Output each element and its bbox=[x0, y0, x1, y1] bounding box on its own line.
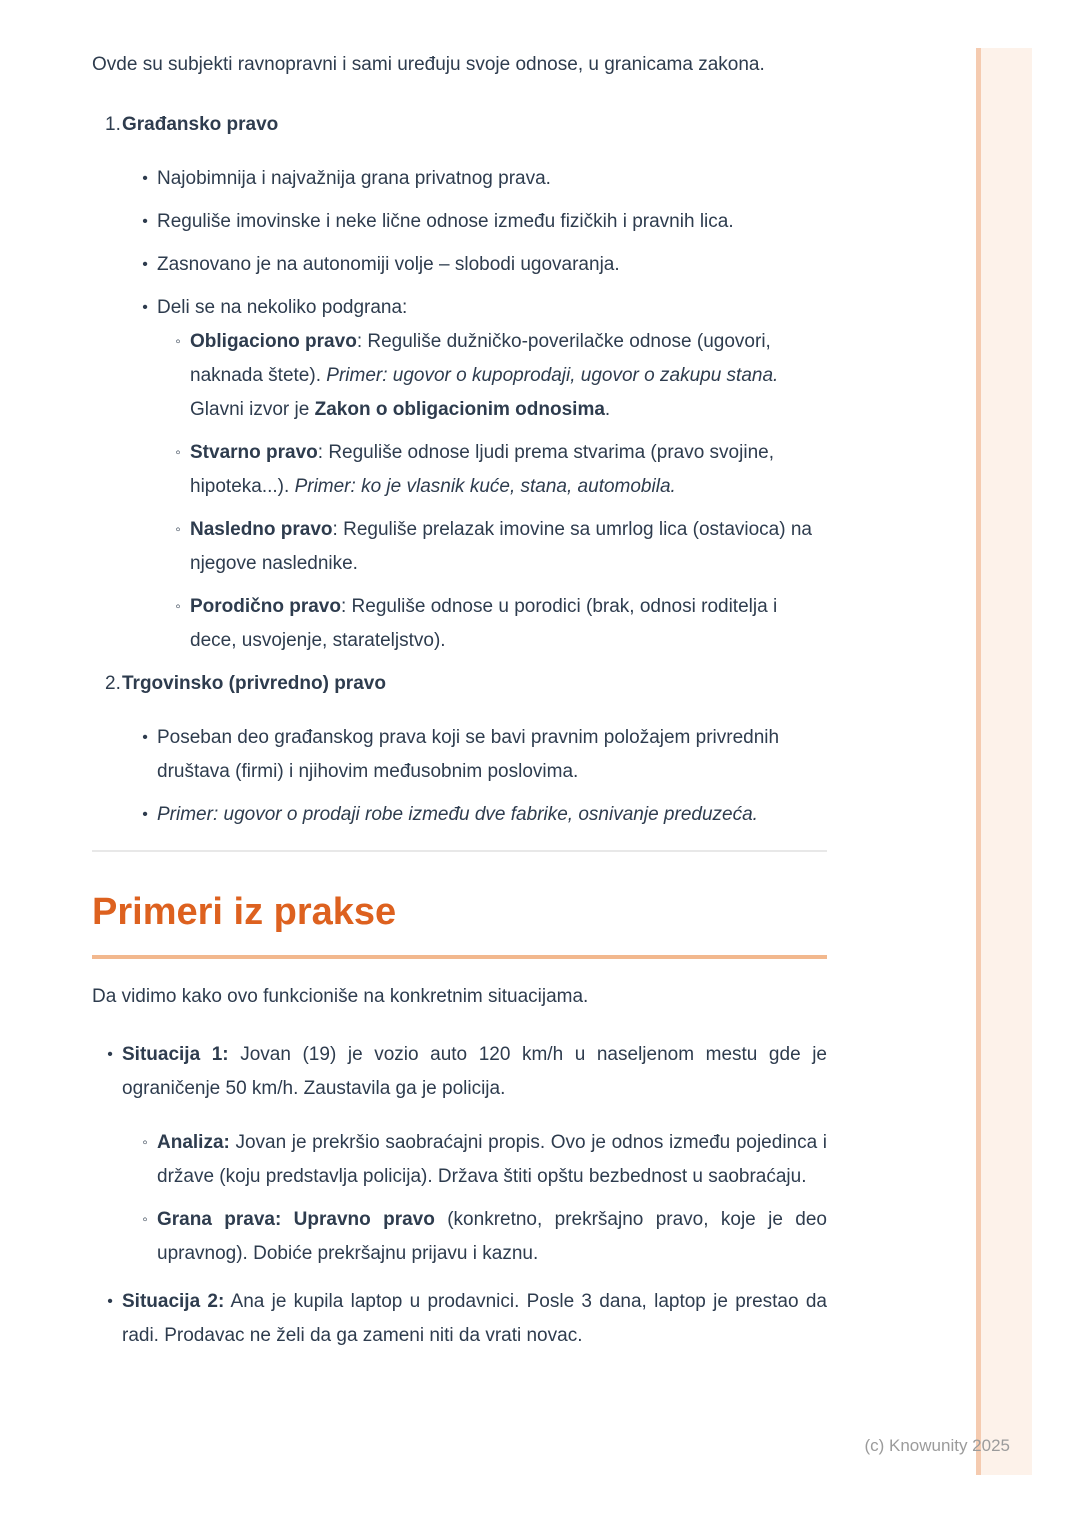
practice-heading: Primeri iz prakse bbox=[92, 891, 397, 933]
list-item bbox=[142, 1126, 827, 1194]
list-item bbox=[142, 721, 827, 789]
section-number: 1. bbox=[105, 114, 121, 135]
practice-lead: Da vidimo kako ovo funkcioniše na konkretnim situacijama. bbox=[92, 986, 589, 1007]
situation-list bbox=[92, 1038, 827, 1353]
list-item bbox=[142, 248, 827, 282]
list-item-text bbox=[190, 596, 777, 651]
list-item-text bbox=[157, 727, 779, 782]
bullet-icon: • bbox=[107, 1293, 113, 1310]
circle-bullet-icon: ◦ bbox=[175, 333, 181, 350]
list-item bbox=[175, 590, 827, 658]
list-item bbox=[175, 436, 827, 504]
list-item-text bbox=[157, 1209, 827, 1264]
list-item bbox=[107, 1285, 827, 1353]
copyright-watermark: (c) Knowunity 2025 bbox=[864, 1436, 1010, 1455]
text-run: Poseban deo građanskog prava koji se bavi pravnim položajem privrednih društava (firmi) i njihovim međusobnim poslovima. bbox=[157, 727, 780, 782]
section-title: Trgovinsko (privredno) pravo bbox=[122, 673, 386, 694]
page-edge-strip bbox=[976, 48, 1032, 1475]
text-run: Deli se na nekoliko podgrana: bbox=[157, 297, 408, 318]
text-run: Grana prava: Upravno pravo bbox=[157, 1209, 435, 1230]
text-run: : Reguliše dužničko-poverilačke odnose (ugovori, naknada štete). bbox=[190, 331, 771, 386]
text-run: Ana je kupila laptop u prodavnici. Posle 3 dana, laptop je prestao da radi. Prodavac ne želi da ga zameni niti da vrati novac. bbox=[122, 1291, 827, 1346]
bullet-icon: • bbox=[107, 1046, 113, 1063]
list-item-text bbox=[190, 331, 778, 420]
text-run: Zasnovano je na autonomiji volje – slobodi ugovaranja. bbox=[157, 254, 620, 275]
list-item-text bbox=[157, 804, 758, 825]
text-run: (konkretno, prekršajno pravo, koje je deo upravnog). Dobiće prekršajnu prijavu i kaznu. bbox=[157, 1209, 827, 1264]
list-item bbox=[142, 205, 827, 239]
circle-bullet-icon: ◦ bbox=[175, 521, 181, 538]
list-item bbox=[142, 1203, 827, 1271]
bullet-icon: • bbox=[142, 213, 148, 230]
list-item bbox=[142, 162, 827, 196]
text-run: Porodično pravo bbox=[190, 596, 341, 617]
text-run: Stvarno pravo bbox=[190, 442, 318, 463]
circle-bullet-icon: ◦ bbox=[142, 1134, 148, 1151]
text-run: . bbox=[604, 399, 611, 420]
list-item-text bbox=[157, 211, 734, 232]
bullet-icon: • bbox=[142, 170, 148, 187]
text-run: : Reguliše odnose ljudi prema stvarima (pravo svojine, hipoteka...). bbox=[190, 442, 774, 497]
text-run: Reguliše imovinske i neke lične odnose između fizičkih i pravnih lica. bbox=[157, 211, 734, 232]
list-item-text bbox=[122, 1044, 827, 1099]
bullet-list bbox=[122, 1126, 827, 1271]
list-item-text bbox=[122, 1291, 827, 1346]
section-heading-row bbox=[92, 108, 827, 142]
text-run: Primer: ko je vlasnik kuće, stana, automobila. bbox=[294, 476, 676, 497]
list-item bbox=[142, 798, 827, 832]
bullet-icon: • bbox=[142, 299, 148, 316]
list-item bbox=[175, 513, 827, 581]
numbered-section bbox=[92, 667, 827, 832]
circle-bullet-icon: ◦ bbox=[175, 598, 181, 615]
list-item bbox=[107, 1038, 827, 1271]
list-item bbox=[175, 325, 827, 427]
circle-bullet-icon: ◦ bbox=[142, 1211, 148, 1228]
section-divider bbox=[92, 850, 827, 852]
text-run: Primer: ugovor o prodaji robe između dve fabrike, osnivanje preduzeća. bbox=[157, 804, 758, 825]
bullet-icon: • bbox=[142, 256, 148, 273]
list-item bbox=[142, 291, 827, 658]
text-run: Obligaciono pravo bbox=[190, 331, 357, 352]
text-run: Analiza: bbox=[157, 1132, 230, 1153]
text-run: Situacija 1: bbox=[122, 1044, 229, 1065]
text-run: Primer: ugovor o kupoprodaji, ugovor o zakupu stana. bbox=[326, 365, 779, 386]
text-run: : Reguliše odnose u porodici (brak, odnosi roditelja i dece, usvojenje, starateljstvo). bbox=[190, 596, 778, 651]
bullet-list bbox=[92, 721, 827, 832]
list-item-text bbox=[157, 297, 407, 318]
list-item-text bbox=[157, 1132, 827, 1187]
list-item-text bbox=[190, 442, 774, 497]
list-item-text bbox=[190, 519, 812, 574]
text-run: Nasledno pravo bbox=[190, 519, 333, 540]
text-run: : Reguliše prelazak imovine sa umrlog lica (ostavioca) na njegove naslednike. bbox=[190, 519, 812, 574]
bullet-icon: • bbox=[142, 729, 148, 746]
circle-bullet-icon: ◦ bbox=[175, 444, 181, 461]
bullet-icon: • bbox=[142, 806, 148, 823]
section-heading-row bbox=[92, 667, 827, 701]
section-title: Građansko pravo bbox=[122, 114, 279, 135]
numbered-section bbox=[92, 108, 827, 658]
text-run: Situacija 2: bbox=[122, 1291, 225, 1312]
text-run: Jovan (19) je vozio auto 120 km/h u naseljenom mestu gde je ograničenje 50 km/h. Zaustavila ga je policija. bbox=[122, 1044, 827, 1099]
heading-underline bbox=[92, 955, 827, 959]
text-run: Najobimnija i najvažnija grana privatnog prava. bbox=[157, 168, 551, 189]
text-run: Glavni izvor je bbox=[190, 399, 315, 420]
intro-paragraph: Ovde su subjekti ravnopravni i sami uređuju svoje odnose, u granicama zakona. bbox=[92, 54, 765, 75]
list-item-text bbox=[157, 168, 551, 189]
numbered-section-list bbox=[92, 108, 827, 832]
section-number: 2. bbox=[105, 673, 121, 694]
document-content bbox=[92, 48, 827, 1367]
bullet-list bbox=[157, 325, 827, 658]
text-run: Jovan je prekršio saobraćajni propis. Ovo je odnos između pojedinca i države (koju predstavlja policija). Država štiti opštu bezbednost u saobraćaju. bbox=[157, 1132, 827, 1187]
bullet-list bbox=[92, 162, 827, 658]
text-run: Zakon o obligacionim odnosima bbox=[314, 399, 605, 420]
list-item-text bbox=[157, 254, 620, 275]
